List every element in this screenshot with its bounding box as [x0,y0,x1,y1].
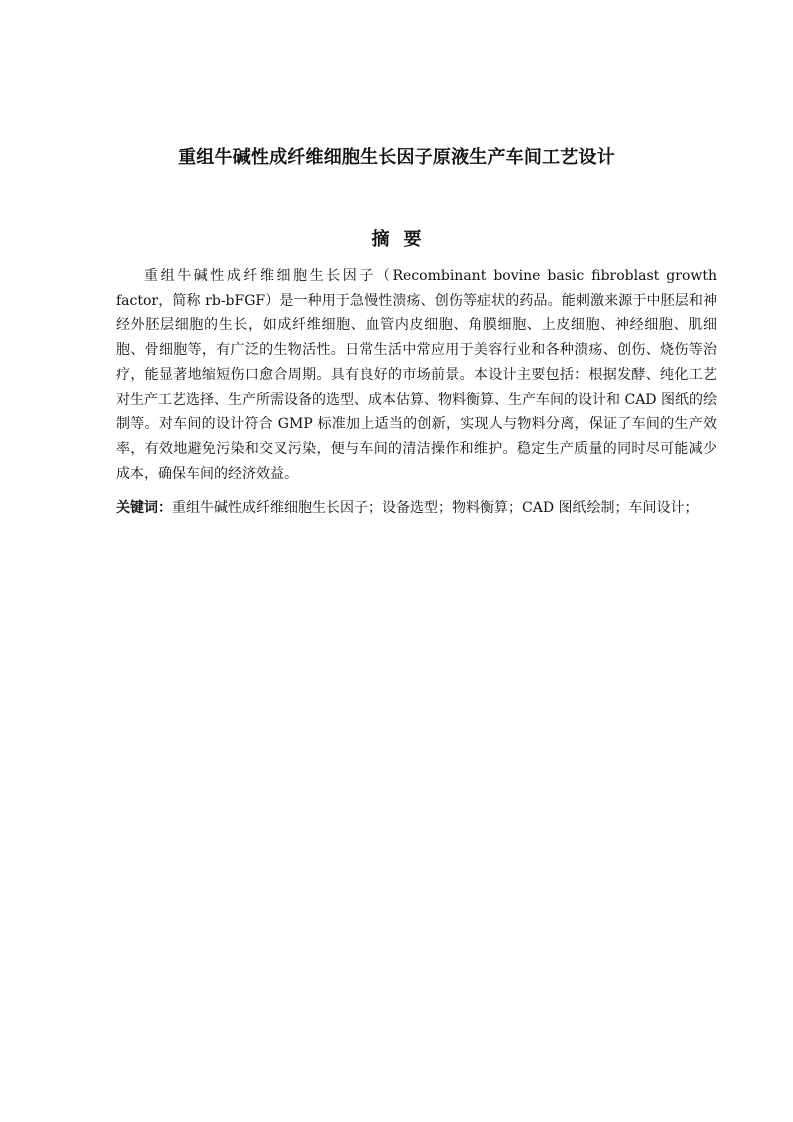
document-title: 重组牛碱性成纤维细胞生长因子原液生产车间工艺设计 [178,147,615,168]
abstract-heading: 摘要 [371,229,436,250]
keywords-text: 重组牛碱性成纤维细胞生长因子；设备选型；物料衡算；CAD 图纸绘制；车间设计； [172,500,699,516]
keywords-paragraph [116,496,717,521]
abstract-body: 重组牛碱性成纤维细胞生长因子（Recombinant bovine basic fibroblast growth factor，简称 rb-bFGF）是一种用于急慢性溃疡、创伤等症状的药品。能刺激来源于中胚层和神经外胚层细胞的生长，如成纤维细胞、血管内皮细胞、角膜细胞、上皮细胞、神经细胞、肌细胞、骨细胞等，有广泛的生物活性。日常生活中常应用于美容行业和各种溃疡、创伤、烧伤等治疗，能显著地缩短伤口愈合周期。具有良好的市场前景。本设计主要包括：根据发酵、纯化工艺对生产工艺选择、生产所需设备的选型、成本估算、物料衡算、生产车间的设计和 CAD 图纸的绘制等。对车间的设计符合 GMP 标准加上适当的创新，实现人与物料分离，保证了车间的生产效率，有效地避免污染和交叉污染，便与车间的清洁操作和维护。稳定生产质量的同时尽可能减少成本，确保车间的经济效益。 [116,268,717,482]
keywords-label: 关键词： [116,500,172,516]
